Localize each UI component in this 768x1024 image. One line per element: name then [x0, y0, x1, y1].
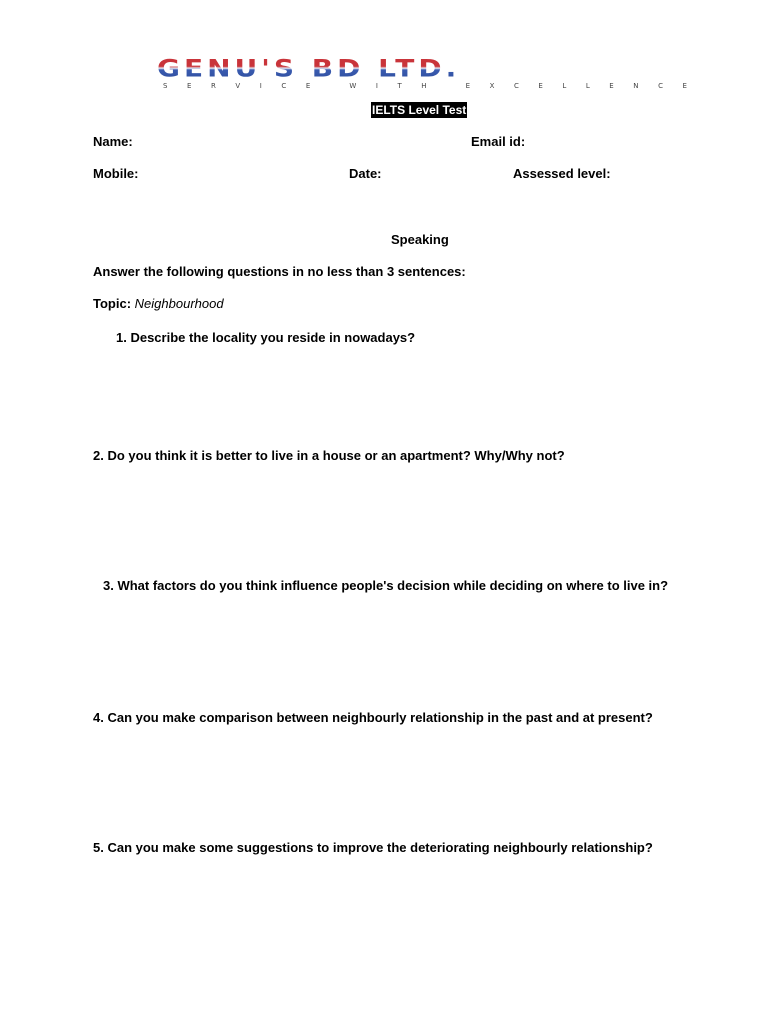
question-2: 2. Do you think it is better to live in a house or an apartment? Why/Why not? — [93, 448, 565, 463]
email-label: Email id: — [471, 134, 526, 149]
question-3: 3. What factors do you think influence people's decision while deciding on where to live in? — [103, 578, 669, 593]
topic-line — [93, 296, 224, 312]
date-label: Date: — [349, 166, 382, 181]
section-heading: Speaking — [391, 232, 449, 247]
question-5: 5. Can you make some suggestions to improve the deteriorating neighbourly relationship? — [93, 840, 653, 855]
tagline-letter: X — [489, 82, 495, 90]
tagline-letter: E — [682, 82, 687, 90]
instruction-text: Answer the following questions in no less than 3 sentences: — [93, 264, 466, 279]
mobile-label: Mobile: — [93, 166, 139, 181]
tagline-letter: E — [609, 82, 614, 90]
tagline-letter: E — [465, 82, 471, 90]
topic-value: Neighbourhood — [134, 296, 224, 311]
topic-label: Topic: — [93, 296, 132, 311]
page-title: IELTS Level Test — [372, 103, 467, 117]
tagline-letter: R — [210, 82, 216, 90]
tagline-letter: L — [562, 82, 567, 90]
company-logo — [157, 54, 691, 94]
tagline-letter: E — [305, 82, 311, 90]
tagline-letter: E — [187, 82, 192, 90]
question-1: 1. Describe the locality you reside in nowadays? — [116, 330, 416, 345]
tagline-letter: I — [259, 82, 262, 90]
question-4: 4. Can you make comparison between neighbourly relationship in the past and at present? — [93, 710, 653, 725]
tagline-letter: W — [349, 82, 357, 90]
tagline-letter: E — [538, 82, 543, 90]
tagline-letter: H — [421, 82, 427, 90]
logo-tagline — [163, 82, 687, 90]
logo-wordmark: GENU'S BD LTD. — [157, 58, 691, 80]
tagline-letter: C — [658, 82, 663, 90]
tagline-letter: L — [585, 82, 590, 90]
assessed-level-label: Assessed level: — [513, 166, 611, 181]
tagline-letter: C — [281, 82, 287, 90]
tagline-letter: S — [163, 82, 168, 90]
tagline-letter: C — [513, 82, 519, 90]
tagline-letter: N — [633, 82, 639, 90]
name-label: Name: — [93, 134, 133, 149]
tagline-letter: V — [235, 82, 241, 90]
tagline-letter: I — [375, 82, 378, 90]
tagline-letter: T — [397, 82, 402, 90]
